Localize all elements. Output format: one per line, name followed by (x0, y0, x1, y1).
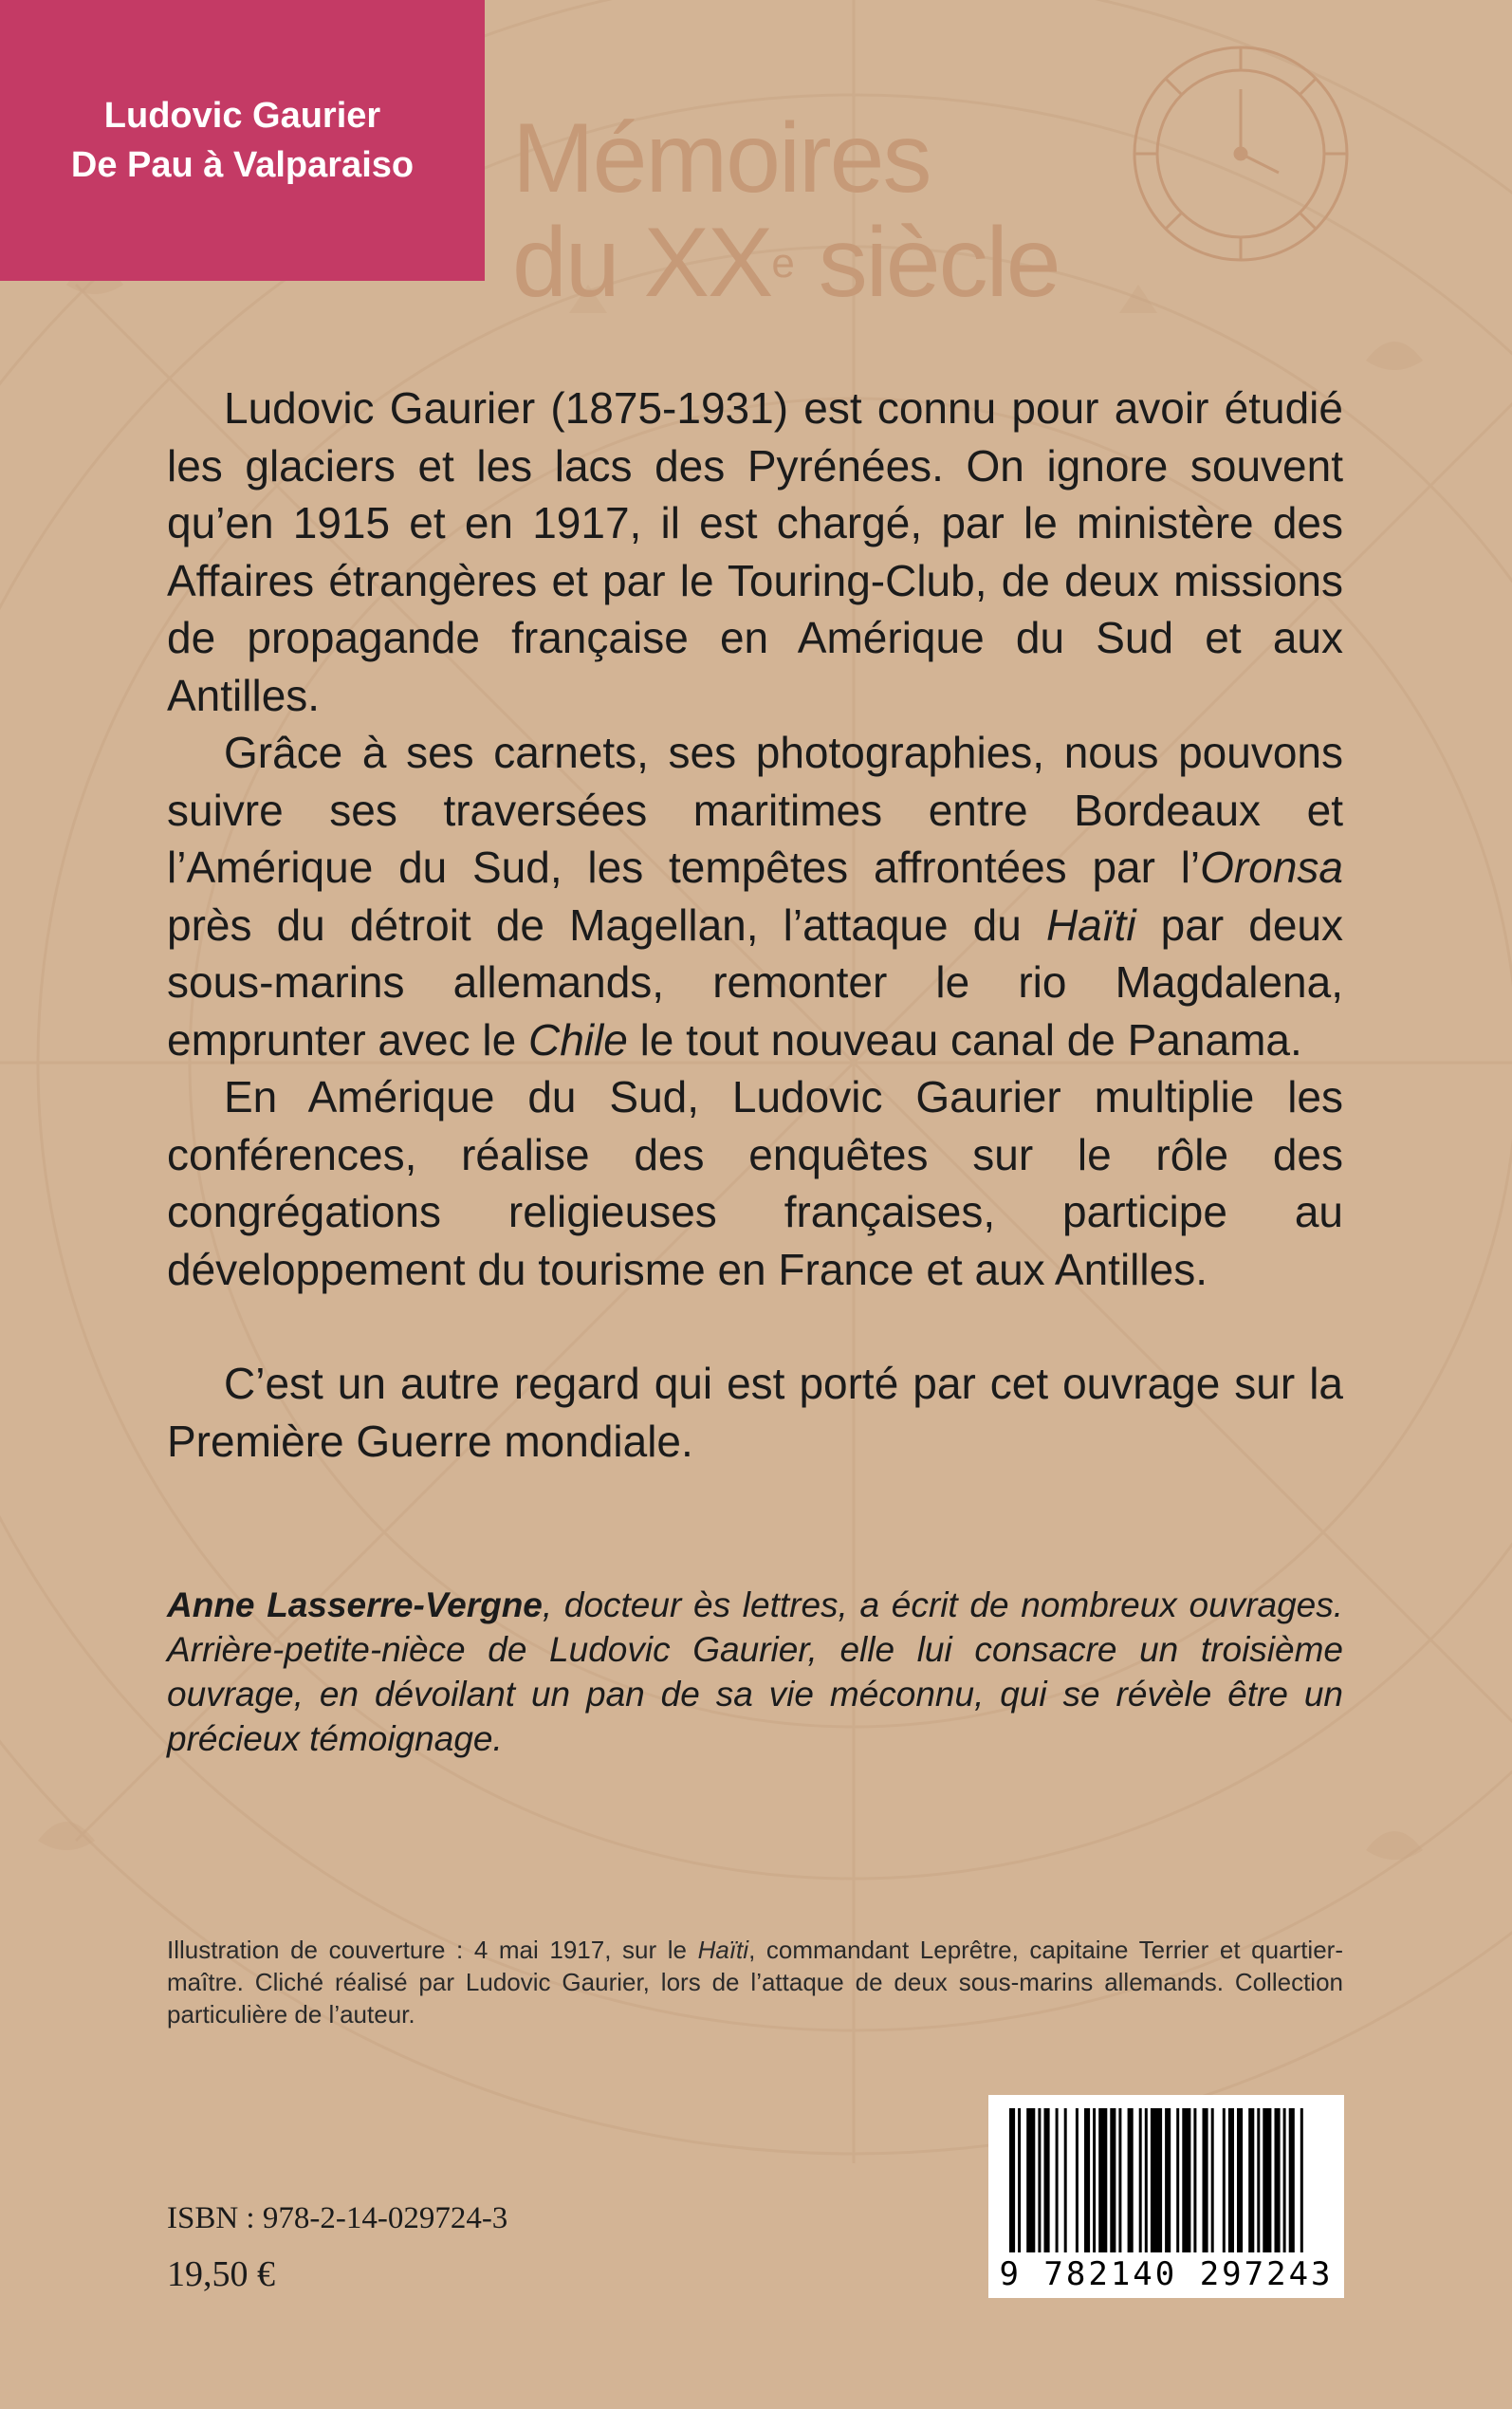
illustration-credits (167, 1934, 1343, 2030)
barcode-bar (1076, 2108, 1079, 2252)
barcode-bar (1044, 2108, 1050, 2252)
barcode-bar (1145, 2108, 1148, 2252)
series-line2-prefix: du XX (512, 208, 772, 318)
blurb-p2-text-1: Grâce à ses carnets, ses photographies, nous pouvons suivre ses traversées maritimes entre Bordeaux et l’Amérique du Sud, les tempêtes affrontées par l’ (167, 728, 1343, 892)
isbn: ISBN : 978-2-14-029724-3 (167, 2201, 508, 2235)
series-line2-suffix: siècle (792, 208, 1060, 318)
barcode-bar (1098, 2108, 1107, 2252)
blurb-p2-text-3: par deux sous-marins allemands, remonter le rio Magdalena, emprunter avec le (167, 899, 1343, 1065)
author-bio (167, 1583, 1343, 1761)
back-cover-blurb (167, 380, 1343, 1470)
barcode-bar (1018, 2108, 1021, 2252)
barcode-bar (1223, 2108, 1226, 2252)
header-author: Ludovic Gaurier (103, 96, 381, 136)
credits-text-1: Illustration de couverture : 4 mai 1917, sur le (167, 1936, 698, 1964)
barcode-bar (1263, 2108, 1271, 2252)
barcode-bar (1248, 2108, 1254, 2252)
author-name: Anne Lasserre-Vergne (167, 1585, 543, 1624)
barcode-bar (1056, 2108, 1059, 2252)
blurb-paragraph-3: En Amérique du Sud, Ludovic Gaurier multiplie les conférences, réalise des enquêtes sur le rôle des congrégations religieuses françaises, participe au développement du tourisme en France et aux Antilles. (167, 1072, 1343, 1294)
barcode-bar (1084, 2108, 1090, 2252)
price: 19,50 € (167, 2254, 275, 2294)
blurb-paragraph-2 (167, 724, 1343, 1068)
blurb-p2-text-4: le tout nouveau canal de Panama. (627, 1014, 1302, 1065)
header-title: De Pau à Valparaiso (70, 145, 415, 185)
clock-icon (1127, 40, 1355, 268)
barcode-bar (1064, 2108, 1067, 2252)
barcode-bar (1009, 2108, 1015, 2252)
barcode-bar (1283, 2108, 1286, 2252)
barcode-bar (1237, 2108, 1243, 2252)
barcode-bar (1026, 2108, 1035, 2252)
barcode-bar (1176, 2108, 1179, 2252)
barcode-bar (1275, 2108, 1281, 2252)
barcode-bar (1110, 2108, 1116, 2252)
barcode-bar (1118, 2108, 1121, 2252)
series-line2-sup: e (771, 240, 793, 287)
ship-name-haiti: Haïti (1045, 899, 1136, 950)
barcode-bar (1228, 2108, 1234, 2252)
barcode-bar (1300, 2108, 1303, 2252)
author-bio-text: , docteur ès lettres, a écrit de nombreux ouvrages. Arrière-petite-nièce de Ludovic Gaurier, elle lui consacre un troisième ouvrage, en dévoilant un pan de sa vie méconnu, qui se révèle être un précieux témoignage. (167, 1585, 1344, 1758)
blurb-p2-text-2: près du détroit de Magellan, l’attaque du (167, 899, 1046, 950)
barcode-bar (1257, 2108, 1260, 2252)
series-title (512, 103, 1060, 335)
ship-name-oronsa: Oronsa (1200, 843, 1343, 892)
barcode (988, 2095, 1344, 2298)
title-box (0, 0, 485, 281)
barcode-bar (1038, 2108, 1041, 2252)
barcode-bar (1165, 2108, 1171, 2252)
barcode-bar (1151, 2108, 1162, 2252)
barcode-bar (1289, 2108, 1295, 2252)
barcode-bar (1193, 2108, 1196, 2252)
barcode-bar (1139, 2108, 1142, 2252)
barcode-digits: 9 782140 297243 (999, 2255, 1334, 2293)
series-line2 (512, 208, 1060, 335)
series-line1: Mémoires (512, 103, 931, 213)
ship-name-chile: Chile (527, 1014, 628, 1065)
barcode-bar (1203, 2108, 1208, 2252)
credits-text-2: , commandant Leprêtre, capitaine Terrier et quartier-maître. Cliché réalisé par Ludovic Gaurier, lors de l’attaque de deux sous-marins allemands. Collection particulière de l’auteur. (167, 1936, 1343, 2029)
credits-ship-name: Haïti (697, 1936, 749, 1964)
barcode-bar (1093, 2108, 1096, 2252)
barcode-bar (1128, 2108, 1134, 2252)
blurb-paragraph-4: C’est un autre regard qui est porté par cet ouvrage sur la Première Guerre mondiale. (167, 1359, 1343, 1466)
barcode-bar (1182, 2108, 1190, 2252)
barcode-bar (1211, 2108, 1214, 2252)
blurb-paragraph-1: Ludovic Gaurier (1875-1931) est connu pour avoir étudié les glaciers et les lacs des Pyrénées. On ignore souvent qu’en 1915 et en 1917, il est chargé, par le ministère des Affaires étrangères et par le Touring-Club, de deux missions de propagande française en Amérique du Sud et aux Antilles. (167, 383, 1343, 720)
